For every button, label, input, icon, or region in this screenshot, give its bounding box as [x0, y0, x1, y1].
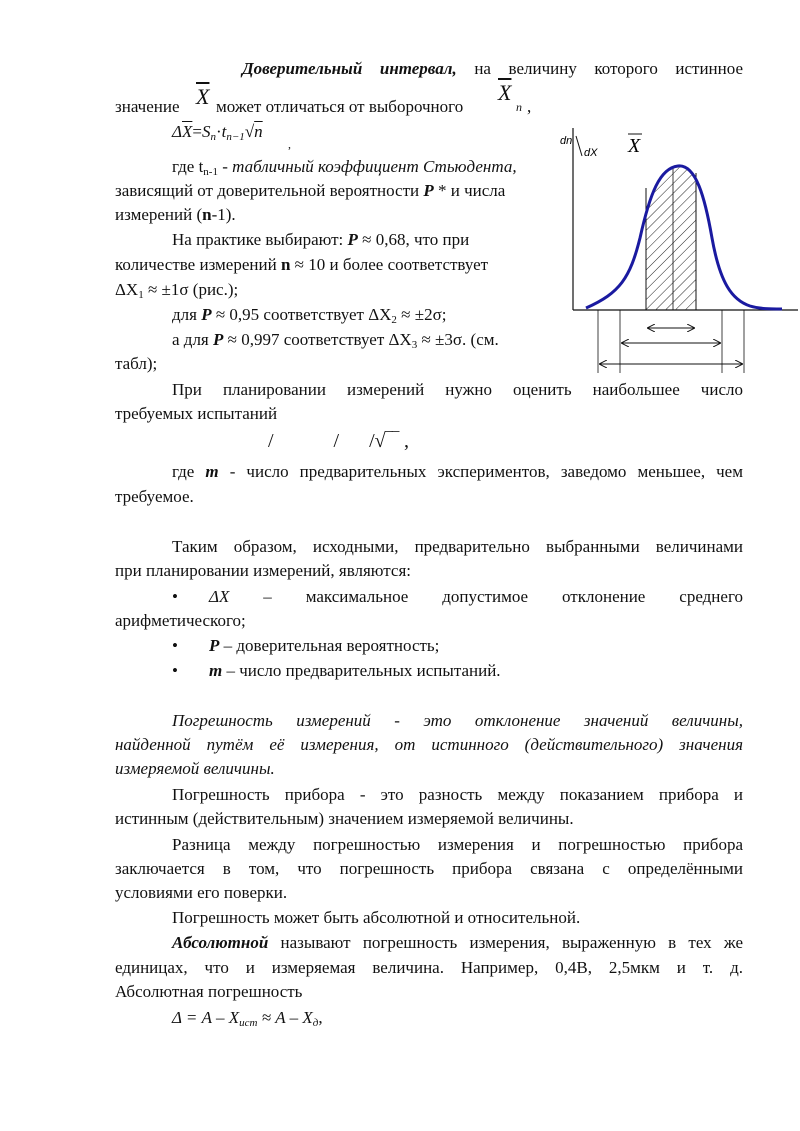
t: где t [172, 157, 204, 176]
t2: * и числа [433, 181, 506, 200]
hatched-area [646, 158, 696, 310]
term: Абсолютной [172, 933, 269, 952]
paragraph-m-line2: требуемое. [115, 487, 194, 506]
paragraph-practice-line4 [172, 304, 446, 331]
p: P [201, 305, 212, 324]
sub-ist: ист [239, 1017, 258, 1029]
t: t [221, 122, 227, 141]
lead: ΔX [209, 587, 230, 606]
text: называют погрешность измерения, выраженную в тех же [268, 933, 743, 952]
sub: n-1 [203, 166, 218, 178]
xbar-symbol: $\overline{X}$ [196, 84, 210, 109]
bullet-2-text [209, 635, 439, 657]
t: измерений ( [115, 205, 203, 224]
t: На практике выбирают: [172, 230, 348, 249]
italic: табличный коэффициент Стьюдента, [232, 157, 517, 176]
p: P [423, 181, 434, 200]
paragraph-difference-line3: условиями его поверки. [115, 883, 288, 902]
t: ΔX [115, 280, 139, 299]
p: P [213, 330, 224, 349]
lead: P [209, 636, 220, 655]
bullet-1-text [209, 586, 743, 608]
x: $\overline{X}$ [181, 122, 193, 141]
paragraph-summary-line2: при планировании измерений, являются: [115, 561, 411, 580]
definition-measurement-error-line2: найденной путём её измерения, от истинного (действительного) значения [115, 735, 743, 754]
comma: , [527, 97, 532, 116]
distribution-svg [560, 128, 800, 378]
delta: Δ [172, 122, 182, 141]
text: – максимальное допустимое отклонение среднего [229, 587, 743, 606]
paragraph-practice-line2 [115, 254, 488, 276]
paragraph-practice-line6: табл); [115, 354, 158, 373]
paragraph-student-line1 [172, 156, 517, 183]
dash: - [217, 157, 233, 176]
sub: 1 [138, 289, 144, 301]
t2: ≈ 0,68, что при [357, 230, 470, 249]
text-line2b: может отличаться от выборочного [216, 97, 464, 116]
paragraph-absolute-line1 [115, 932, 743, 954]
bullet-3-text [209, 660, 501, 682]
t3: ≈ ±2σ; [396, 305, 447, 324]
bullet-1-symbol: • [172, 587, 178, 606]
t: для [172, 305, 202, 324]
t: количестве измерений [115, 255, 281, 274]
n: n [254, 122, 263, 141]
dot: · [215, 122, 222, 141]
paragraph-m-line1 [115, 461, 743, 483]
t3: ≈ ±3σ. (см. [417, 330, 499, 349]
bullet-2-symbol: • [172, 636, 178, 655]
paragraph-practice-line3 [115, 279, 238, 306]
t: где [172, 462, 206, 481]
paragraph-difference-line1: Разница между погрешностью измерения и погрешностью прибора [172, 835, 743, 854]
bullet-1-continuation: арифметического; [115, 611, 246, 630]
paragraph-practice-line1 [172, 229, 469, 251]
n: n [202, 205, 212, 224]
ylabel-dx: dX [584, 147, 598, 159]
paragraph-device-error-line2: истинным (действительным) значением измеряемой величины. [115, 809, 574, 828]
t: зависящий от доверительной вероятности [115, 181, 424, 200]
lead: m [209, 661, 223, 680]
paragraph-absolute-line3: Абсолютная погрешность [115, 982, 303, 1001]
formula-absolute-error [172, 1007, 323, 1034]
text: на величину которого истинное [474, 59, 743, 78]
t2: ≈ ±1σ (рис.); [143, 280, 239, 299]
xn-symbol: $\overline{X}$ [498, 80, 512, 105]
formula-required-tests: / / /√‾‾ , [268, 430, 409, 452]
t2: - число предварительных экспериментов, заведомо меньшее, чем [218, 462, 743, 481]
eq: = [192, 122, 202, 141]
paragraph-confidence-interval-line2 [115, 96, 180, 118]
paragraph-practice-line5 [172, 329, 499, 356]
text: значение [115, 97, 180, 116]
p: P [347, 230, 358, 249]
heading-confidence-interval: Доверительный интервал, [242, 59, 457, 78]
sub-d: д [312, 1017, 319, 1029]
definition-measurement-error-line1: Погрешность измерений - это отклонение значений величины, [172, 711, 743, 730]
normal-distribution-figure [560, 128, 800, 378]
s: S [201, 122, 211, 141]
xn-subscript: n [516, 100, 522, 114]
t2: ≈ 0,95 соответствует ΔX [211, 305, 392, 324]
paragraph-summary-line1: Таким образом, исходными, предварительно выбранными величинами [172, 537, 743, 556]
s-sub: n [210, 131, 216, 143]
figure-xbar-label: X [628, 135, 641, 157]
sub: 3 [411, 339, 418, 351]
formula-comma: , [288, 137, 291, 151]
t2: -1). [211, 205, 236, 224]
text: – доверительная вероятность; [219, 636, 440, 655]
ylabel-slash [576, 136, 582, 156]
paragraph-difference-line2: заключается в том, что погрешность прибора связана с определёнными [115, 859, 743, 878]
paragraph-error-types: Погрешность может быть абсолютной и относительной. [172, 908, 581, 927]
paragraph-confidence-interval-line1 [115, 58, 743, 80]
n: n [280, 255, 291, 274]
paragraph-device-error-line1: Погрешность прибора - это разность между показанием прибора и [172, 785, 743, 804]
definition-measurement-error-line3: измеряемой величины. [115, 759, 275, 778]
paragraph-absolute-line2: единицах, что и измеряемая величина. Например, 0,4В, 2,5мкм и т. д. [115, 958, 743, 977]
t2: ≈ 0,997 соответствует ΔX [223, 330, 412, 349]
paragraph-planning-line2: требуемых испытаний [115, 404, 278, 423]
t-sub: n−1 [226, 131, 245, 143]
formula-delta-x [172, 121, 263, 148]
t2: ≈ 10 и более соответствует [290, 255, 489, 274]
paragraph-student-line3 [115, 204, 236, 226]
ylabel-dn: dn [560, 135, 573, 147]
part-a: Δ = A – X [172, 1008, 240, 1027]
t: а для [172, 330, 213, 349]
part-b: ≈ A – X [257, 1008, 313, 1027]
bullet-3-symbol: • [172, 661, 178, 680]
m: m [205, 462, 219, 481]
paragraph-student-line2 [115, 180, 505, 202]
part-c: , [318, 1008, 323, 1027]
text: – число предварительных испытаний. [222, 661, 501, 680]
root: √ [244, 122, 255, 141]
sub: 2 [391, 314, 397, 326]
paragraph-planning-line1: При планировании измерений нужно оценить наибольшее число [172, 380, 743, 399]
